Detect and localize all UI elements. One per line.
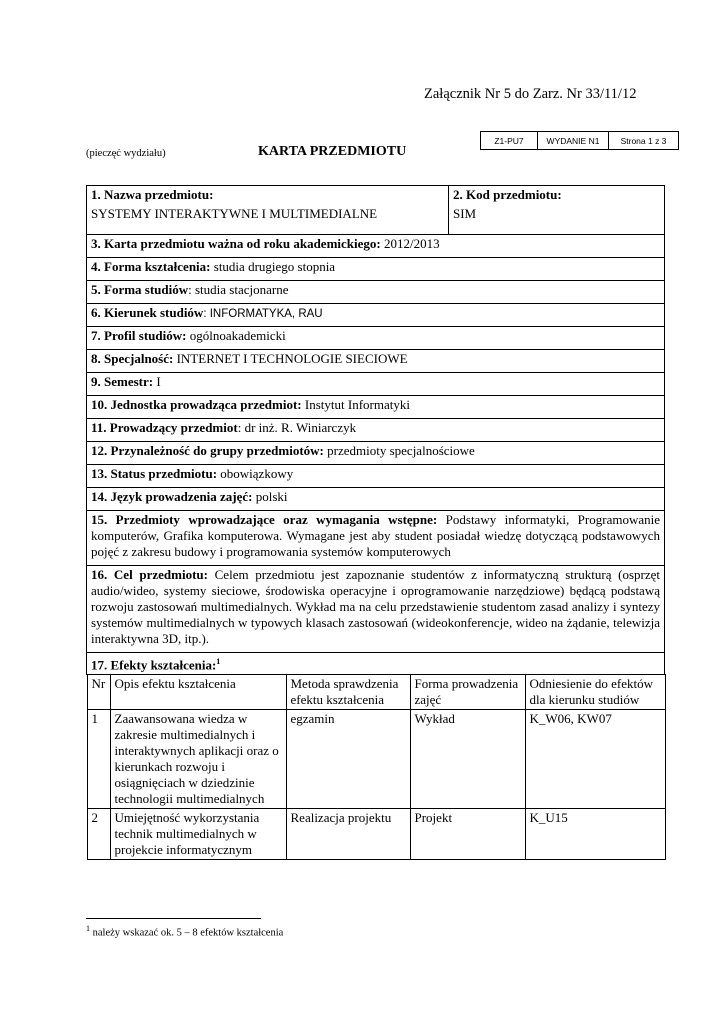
effects-header-row — [87, 675, 665, 710]
lecturer-label: 11. Prowadzący przedmiot — [91, 420, 238, 435]
effect-reference: K_U15 — [525, 809, 665, 860]
course-code-value: SIM — [453, 206, 477, 221]
row-course-status — [87, 465, 665, 488]
row-language — [87, 488, 665, 511]
effects-header-form: Forma prowadzenia zajęć — [410, 675, 525, 710]
education-form-value: studia drugiego stopnia — [210, 259, 336, 274]
effects-header-nr: Nr — [87, 675, 110, 710]
effect-reference: K_W06, KW07 — [525, 710, 665, 809]
form-code: Z1-PU7 — [481, 132, 538, 150]
study-form-label: 5. Forma studiów — [91, 282, 189, 297]
lecturer-value: : dr inż. R. Winiarczyk — [237, 420, 357, 435]
course-code-cell — [449, 186, 665, 235]
semester-label: 9. Semestr: — [91, 374, 154, 389]
valid-from-label: 3. Karta przedmiotu ważna od roku akademickiego: — [91, 236, 381, 251]
specialization-label: 8. Specjalność: — [91, 351, 174, 366]
course-name-value: SYSTEMY INTERAKTYWNE I MULTIMEDIALNE — [91, 206, 378, 221]
study-profile-value: ogólnoakademicki — [186, 328, 286, 343]
effect-method: egzamin — [286, 710, 410, 809]
document-code-box — [480, 131, 679, 150]
table-row — [87, 809, 665, 860]
row-course-name — [87, 186, 665, 235]
learning-outcomes-label: 17. Efekty kształcenia: — [91, 657, 217, 673]
study-form-value: : studia stacjonarne — [188, 282, 289, 297]
language-value: polski — [252, 489, 288, 504]
footnote — [86, 924, 283, 939]
faculty-stamp-label: (pieczęć wydziału) — [86, 148, 166, 159]
annex-reference: Załącznik Nr 5 do Zarz. Nr 33/11/12 — [424, 86, 637, 102]
course-goal-label: 16. Cel przedmiotu: — [91, 567, 208, 582]
row-field-of-study — [87, 304, 665, 327]
effects-header-description: Opis efektu kształcenia — [110, 675, 286, 710]
effect-description: Zaawansowana wiedza w zakresie multimedialnych i interaktywnych aplikacji oraz o kierunkach rozwoju i osiągnięciach w dziedzinie technologii multimedialnych — [110, 710, 286, 809]
effect-nr: 2 — [87, 809, 110, 860]
row-study-form — [87, 281, 665, 304]
row-prerequisites — [87, 511, 665, 566]
language-label: 14. Język prowadzenia zajęć: — [91, 489, 253, 504]
course-name-cell — [87, 186, 449, 235]
course-card-table — [86, 185, 665, 860]
prerequisites-value: Podstawy informatyki, Programowanie komputerów, Grafika komputerowa. Wymagane jest aby student posiadał wiedzę dotyczącą podstawowych pojęć z zakresu budowy i programowania systemów komputerowych — [91, 512, 660, 559]
unit-value: Instytut Informatyki — [301, 397, 410, 412]
page-counter: Strona 1 z 3 — [609, 132, 679, 150]
course-status-value: obowiązkowy — [217, 466, 294, 481]
course-group-label: 12. Przynależność do grupy przedmiotów: — [91, 443, 324, 458]
row-lecturer — [87, 419, 665, 442]
edition-label: WYDANIE N1 — [538, 132, 609, 150]
row-study-profile — [87, 327, 665, 350]
row-specialization — [87, 350, 665, 373]
prerequisites-label: 15. Przedmioty wprowadzające oraz wymagania wstępne: — [91, 512, 438, 527]
unit-label: 10. Jednostka prowadząca przedmiot: — [91, 397, 302, 412]
effects-header-method: Metoda sprawdzenia efektu kształcenia — [286, 675, 410, 710]
effect-nr: 1 — [87, 710, 110, 809]
effect-form: Wykład — [410, 710, 525, 809]
row-unit — [87, 396, 665, 419]
course-goal-value: Celem przedmiotu jest zapoznanie studentów z informatyczną strukturą (osprzęt audio/wideo, systemy sieciowe, środowiska operacyjne i oprogramowanie narzędziowe) będącą podstawą rozwoju zastosowań multimedialnych. Wykład ma na celu przedstawienie studentom zasad analizy i syntezy systemów multimedialnych w typowych klasach zastosowań (wideokonferencje, wideo na żądanie, telewizja interaktywna 3D, itp.). — [91, 567, 660, 646]
effects-table-wrapper — [87, 675, 665, 861]
effect-form: Projekt — [410, 809, 525, 860]
specialization-value: INTERNET I TECHNOLOGIE SIECIOWE — [173, 351, 408, 366]
table-row — [87, 710, 665, 809]
valid-from-value: 2012/2013 — [380, 236, 440, 251]
row-course-group — [87, 442, 665, 465]
effects-table — [87, 674, 666, 860]
row-education-form — [87, 258, 665, 281]
effects-header-reference: Odniesienie do efektów dla kierunku studiów — [525, 675, 665, 710]
course-name-label: 1. Nazwa przedmiotu: — [91, 187, 214, 202]
effect-method: Realizacja projektu — [286, 809, 410, 860]
row-course-goal — [87, 566, 665, 653]
footnote-number: 1 — [86, 924, 90, 933]
learning-outcomes-footnote-ref: 1 — [216, 657, 221, 666]
row-semester — [87, 373, 665, 396]
effect-description: Umiejętność wykorzystania technik multimedialnych w projekcie informatycznym — [110, 809, 286, 860]
footnote-text: należy wskazać ok. 5 – 8 efektów kształcenia — [90, 927, 284, 939]
semester-value: I — [153, 374, 161, 389]
course-group-value: przedmioty specjalnościowe — [323, 443, 475, 458]
course-status-label: 13. Status przedmiotu: — [91, 466, 218, 481]
page-title: KARTA PRZEDMIOTU — [258, 144, 407, 159]
footnote-divider — [86, 918, 261, 919]
row-learning-outcomes — [87, 653, 665, 675]
education-form-label: 4. Forma kształcenia: — [91, 259, 211, 274]
field-of-study-label: 6. Kierunek studiów — [91, 305, 204, 320]
study-profile-label: 7. Profil studiów: — [91, 328, 187, 343]
row-valid-from — [87, 235, 665, 258]
course-code-label: 2. Kod przedmiotu: — [453, 187, 562, 202]
field-of-study-value: : INFORMATYKA, RAU — [203, 308, 323, 320]
